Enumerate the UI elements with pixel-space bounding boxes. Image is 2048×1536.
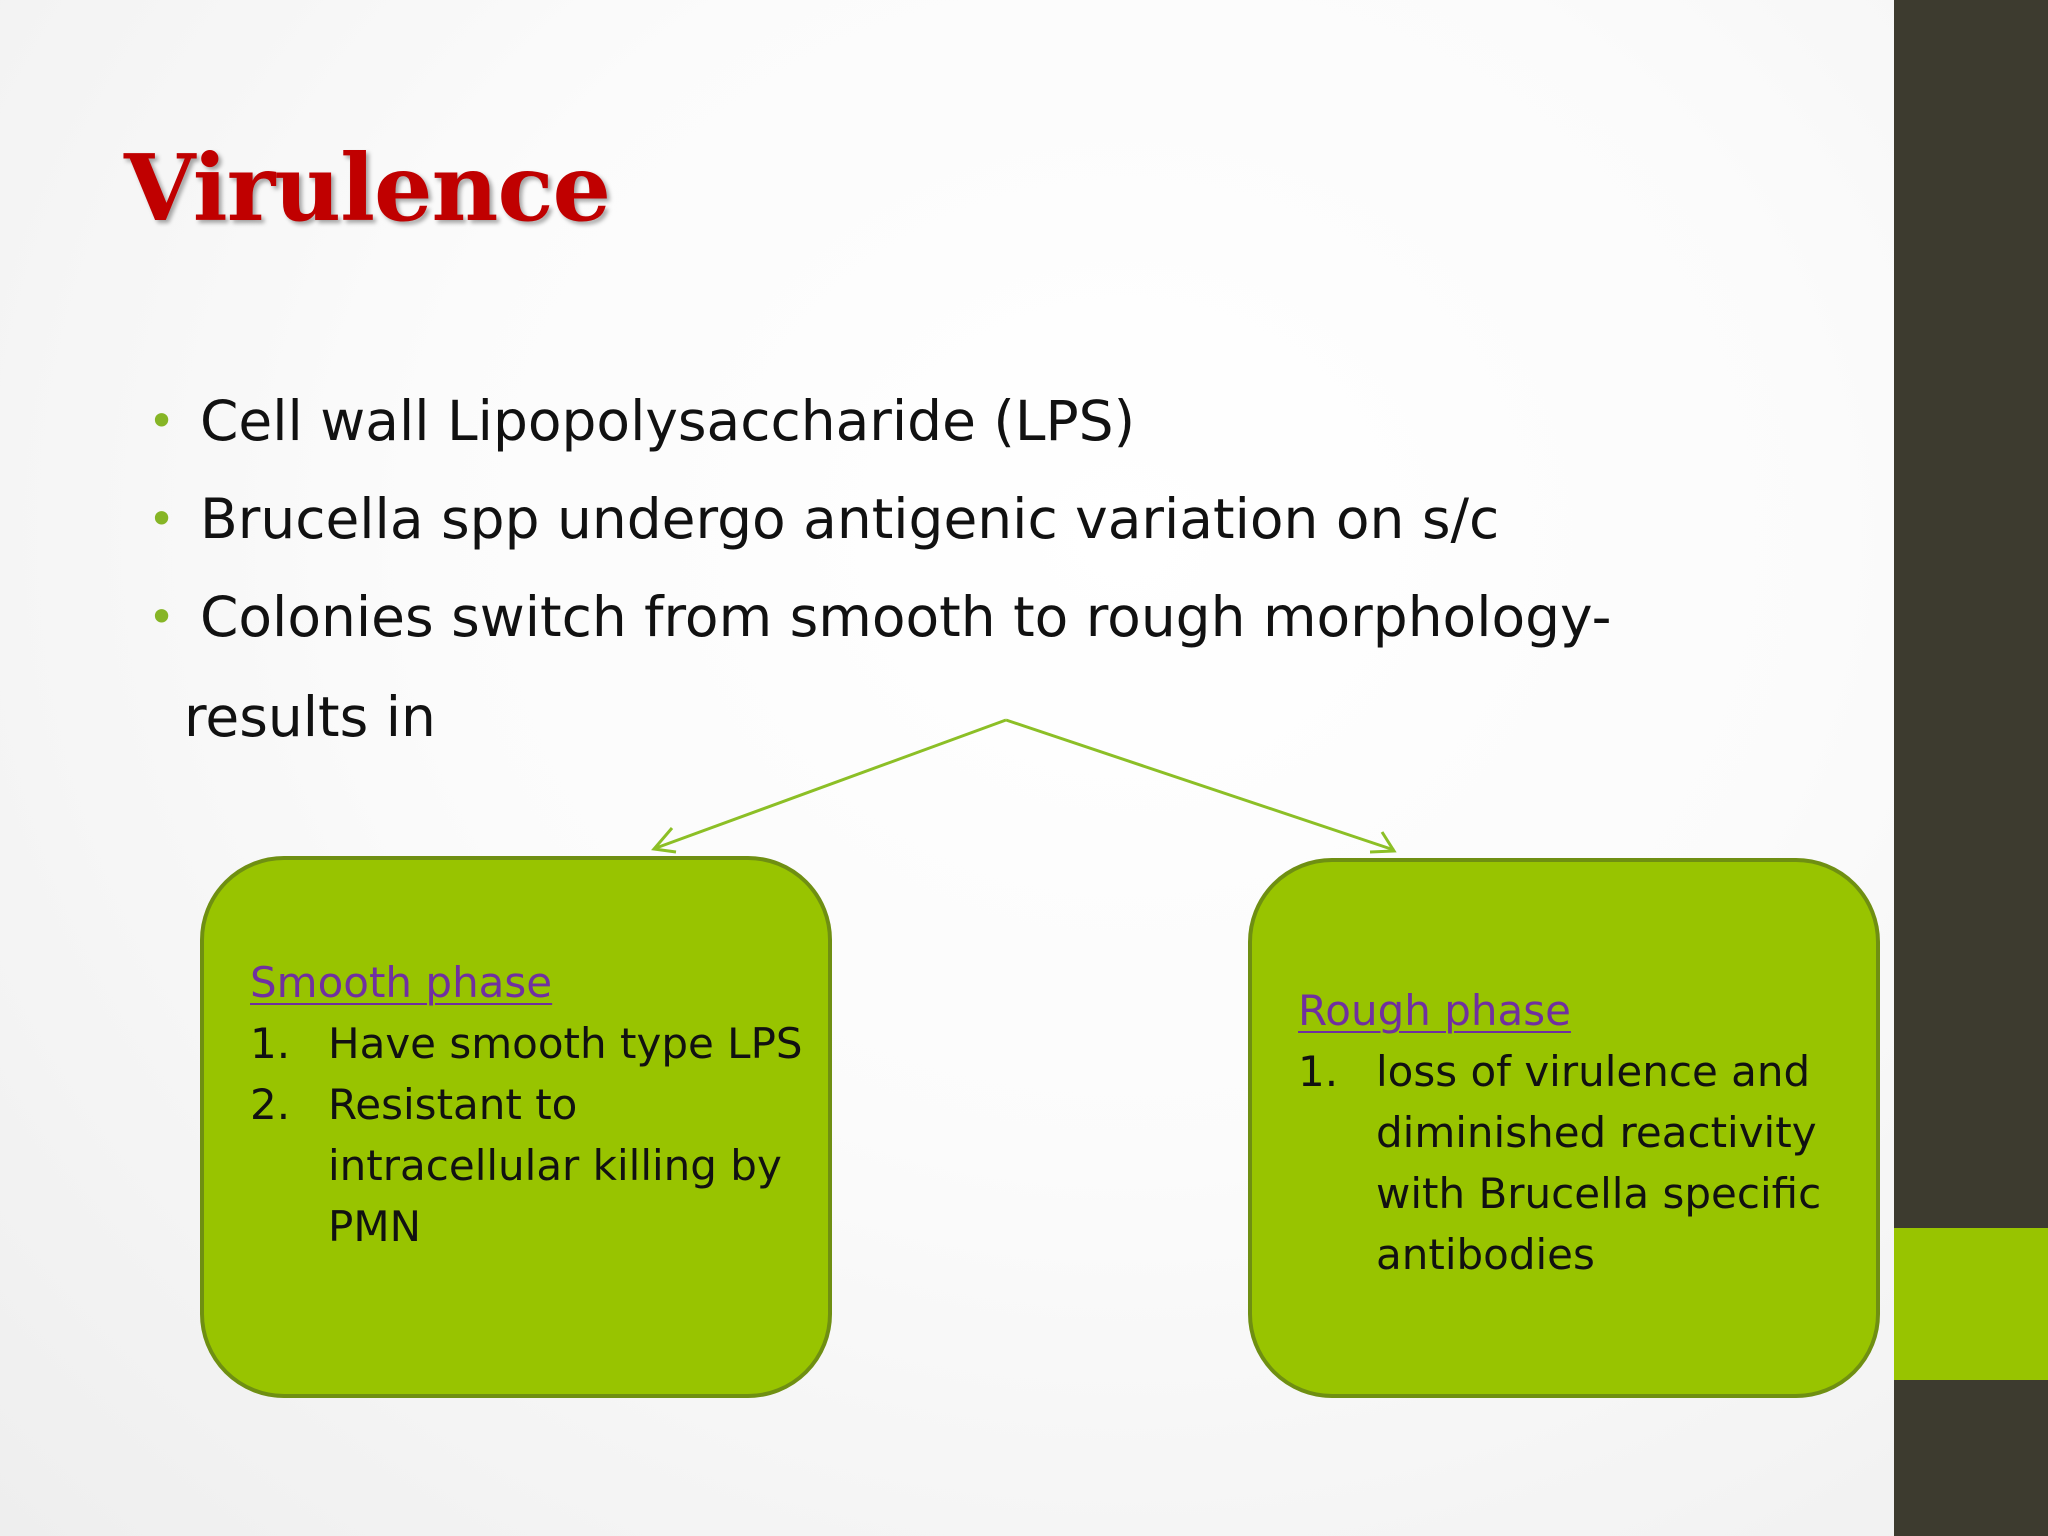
bullet-item <box>148 372 1708 470</box>
smooth-phase-box <box>200 856 832 1398</box>
bullet-text: Cell wall Lipopolysaccharide (LPS) <box>200 389 1136 453</box>
bullet-item <box>148 568 1708 666</box>
item-text: loss of virulence and diminished reactivity with Brucella specific antibodies <box>1376 1047 1822 1279</box>
decorative-sidebar-accent <box>1894 1228 2048 1380</box>
item-number: 2. <box>250 1080 291 1129</box>
bullet-dot-icon: • <box>148 394 176 448</box>
arrow-left-head-icon <box>654 828 676 852</box>
item-text: Resistant to intracellular killing by PMN <box>328 1080 782 1251</box>
smooth-phase-item <box>250 1013 810 1074</box>
item-number: 1. <box>1298 1047 1339 1096</box>
slide-title: Virulence <box>124 134 610 242</box>
bullet-item <box>148 470 1708 568</box>
smooth-phase-item <box>250 1074 810 1257</box>
bullet-text: Colonies switch from smooth to rough morphology- <box>200 585 1612 649</box>
arrow-right <box>1006 720 1394 850</box>
bullet-dot-icon: • <box>148 492 176 546</box>
rough-phase-content <box>1298 980 1868 1285</box>
rough-phase-box <box>1248 858 1880 1398</box>
bullet-text: Brucella spp undergo antigenic variation on s/c <box>200 487 1500 551</box>
rough-phase-heading[interactable]: Rough phase <box>1298 986 1571 1035</box>
bullet-dot-icon: • <box>148 590 176 644</box>
bullet-list <box>148 372 1708 666</box>
item-text: Have smooth type LPS <box>328 1019 803 1068</box>
bullet-continuation: results in <box>184 685 436 749</box>
item-number: 1. <box>250 1019 291 1068</box>
rough-phase-item <box>1298 1041 1868 1285</box>
arrow-right-head-icon <box>1370 832 1394 852</box>
smooth-phase-content <box>250 952 810 1257</box>
rough-phase-list <box>1298 1041 1868 1285</box>
smooth-phase-list <box>250 1013 810 1257</box>
smooth-phase-heading[interactable]: Smooth phase <box>250 958 553 1007</box>
arrow-left <box>656 720 1006 848</box>
